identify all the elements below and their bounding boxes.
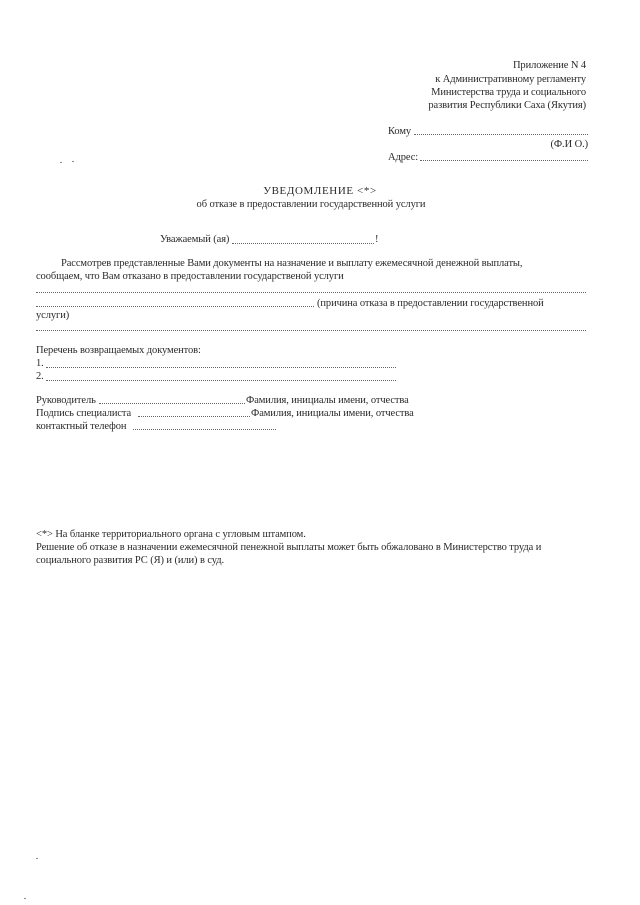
body-line-2: сообщаем, что Вам отказано в предоставлении государственой услуги xyxy=(36,271,344,282)
scan-speck xyxy=(24,898,26,899)
reason-line-1 xyxy=(36,292,586,293)
specialist-label: Подпись специалиста xyxy=(36,408,132,419)
returned-doc-1-number: 1. xyxy=(36,358,44,369)
greeting-end: ! xyxy=(375,234,379,245)
scan-speck xyxy=(72,161,74,162)
fio-hint: (Ф.И О.) xyxy=(550,139,588,150)
address-label: Адрес: xyxy=(388,152,419,163)
scan-speck xyxy=(36,858,38,859)
returned-doc-1-line xyxy=(46,367,396,368)
greeting-name-line xyxy=(232,243,374,244)
address-field-line xyxy=(420,160,588,161)
notice-title: УВЕДОМЛЕНИЕ <*> xyxy=(263,185,377,197)
notice-subtitle: об отказе в предоставлении государственной услуги xyxy=(196,199,426,210)
specialist-signature-line xyxy=(138,416,250,417)
phone-line xyxy=(133,429,276,430)
to-label: Кому xyxy=(388,126,412,137)
header-line-ministry: Министерства труда и социального xyxy=(431,87,586,98)
body-line-1: Рассмотрев представленные Вами документы на назначение и выплату ежемесячной денежной выплаты, xyxy=(61,258,523,269)
phone-label: контактный телефон xyxy=(36,421,127,432)
head-name-hint: Фамилия, инициалы имени, отчества xyxy=(246,395,409,406)
reason-hint-continued: услуги) xyxy=(36,310,70,321)
head-label: Руководитель xyxy=(36,395,96,406)
returned-doc-2-number: 2. xyxy=(36,371,44,382)
scan-speck xyxy=(60,162,62,163)
footnote-line-3: социального развития РС (Я) и (или) в суд. xyxy=(36,555,225,566)
specialist-name-hint: Фамилия, инициалы имени, отчества xyxy=(251,408,414,419)
reason-line-3 xyxy=(36,330,586,331)
header-line-republic: развития Республики Саха (Якутия) xyxy=(428,100,586,111)
header-line-regulation: к Административному регламенту xyxy=(435,74,586,85)
appendix-number: Приложение N 4 xyxy=(512,60,586,71)
footnote-line-2: Решение об отказе в назначении ежемесячной пенежной выплаты может быть обжаловано в Министерство труда и xyxy=(36,542,542,553)
greeting-label: Уважаемый (ая) xyxy=(160,234,230,245)
head-signature-line xyxy=(99,403,245,404)
returned-docs-heading: Перечень возвращаемых документов: xyxy=(36,345,201,356)
reason-line-2 xyxy=(36,306,314,307)
reason-hint: (причина отказа в предоставлении государственной xyxy=(317,298,544,309)
footnote-line-1: <*> На бланке территориального органа с угловым штампом. xyxy=(36,529,306,540)
to-field-line xyxy=(414,134,588,135)
returned-doc-2-line xyxy=(46,380,396,381)
